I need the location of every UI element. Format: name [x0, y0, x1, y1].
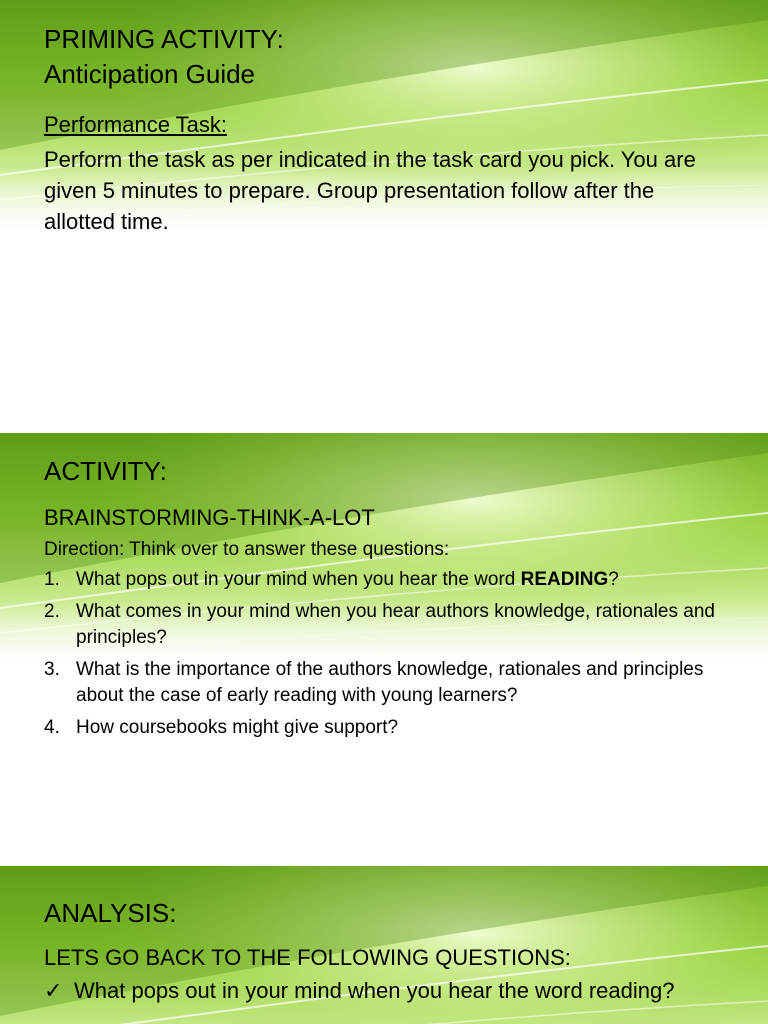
brainstorming-heading: BRAINSTORMING-THINK-A-LOT [44, 505, 375, 530]
title-line-2: Anticipation Guide [44, 59, 256, 89]
performance-task-body: Perform the task as per indicated in the task card you pick. You are given 5 minutes to prepare. Group presentation follow after the allotted time. [44, 147, 696, 234]
question-item: 2. What comes in your mind when you hear authors knowledge, rationales and principles? [44, 601, 715, 648]
slide-title [44, 22, 728, 92]
checkmark-icon: ✓ [44, 978, 63, 1003]
slide-title: ACTIVITY: [44, 456, 167, 486]
check-list-item: ✓ What pops out in your mind when you hear the word reading? [44, 975, 728, 1007]
slide-analysis [0, 866, 768, 1024]
question-list [44, 567, 728, 741]
slide-activity [0, 433, 768, 858]
question-item: 1. What pops out in your mind when you hear the word READING? [44, 569, 619, 590]
reading-emphasis: READING [520, 569, 609, 590]
question-item: 3. What is the importance of the authors knowledge, rationales and principles about the case of early reading with young learners? [44, 659, 704, 706]
title-line-1: PRIMING ACTIVITY: [44, 24, 284, 54]
analysis-heading: LETS GO BACK TO THE FOLLOWING QUESTIONS: [44, 945, 571, 970]
performance-task-label: Performance Task: [44, 112, 228, 137]
slide-title: ANALYSIS: [44, 898, 177, 928]
slide-priming-activity [0, 0, 768, 425]
question-item: 4. How coursebooks might give support? [44, 717, 399, 738]
direction-text: Direction: Think over to answer these questions: [44, 539, 450, 560]
